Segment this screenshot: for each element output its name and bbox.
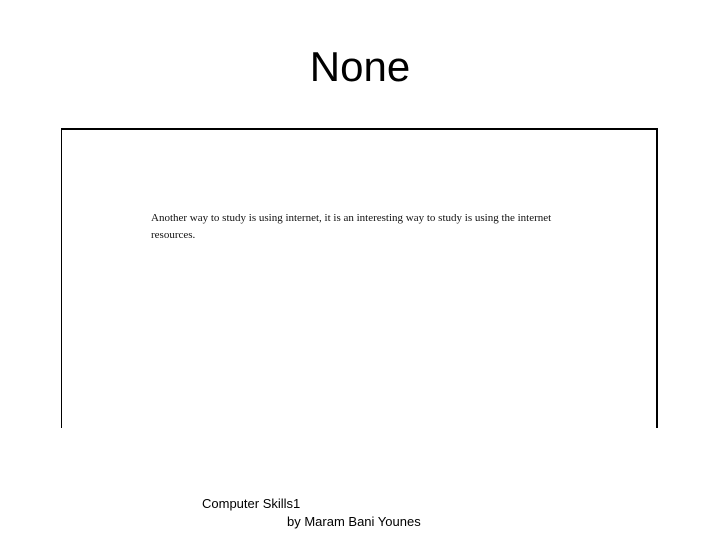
footer-author: by Maram Bani Younes: [287, 514, 421, 529]
document-page-frame: [61, 128, 658, 428]
slide-title: None: [309, 43, 411, 90]
footer-course-name: Computer Skills1: [202, 496, 301, 511]
document-body-text: Another way to study is using internet, it is an interesting way to study is using the internet resources.: [151, 212, 552, 241]
slide-footer: [202, 495, 502, 531]
